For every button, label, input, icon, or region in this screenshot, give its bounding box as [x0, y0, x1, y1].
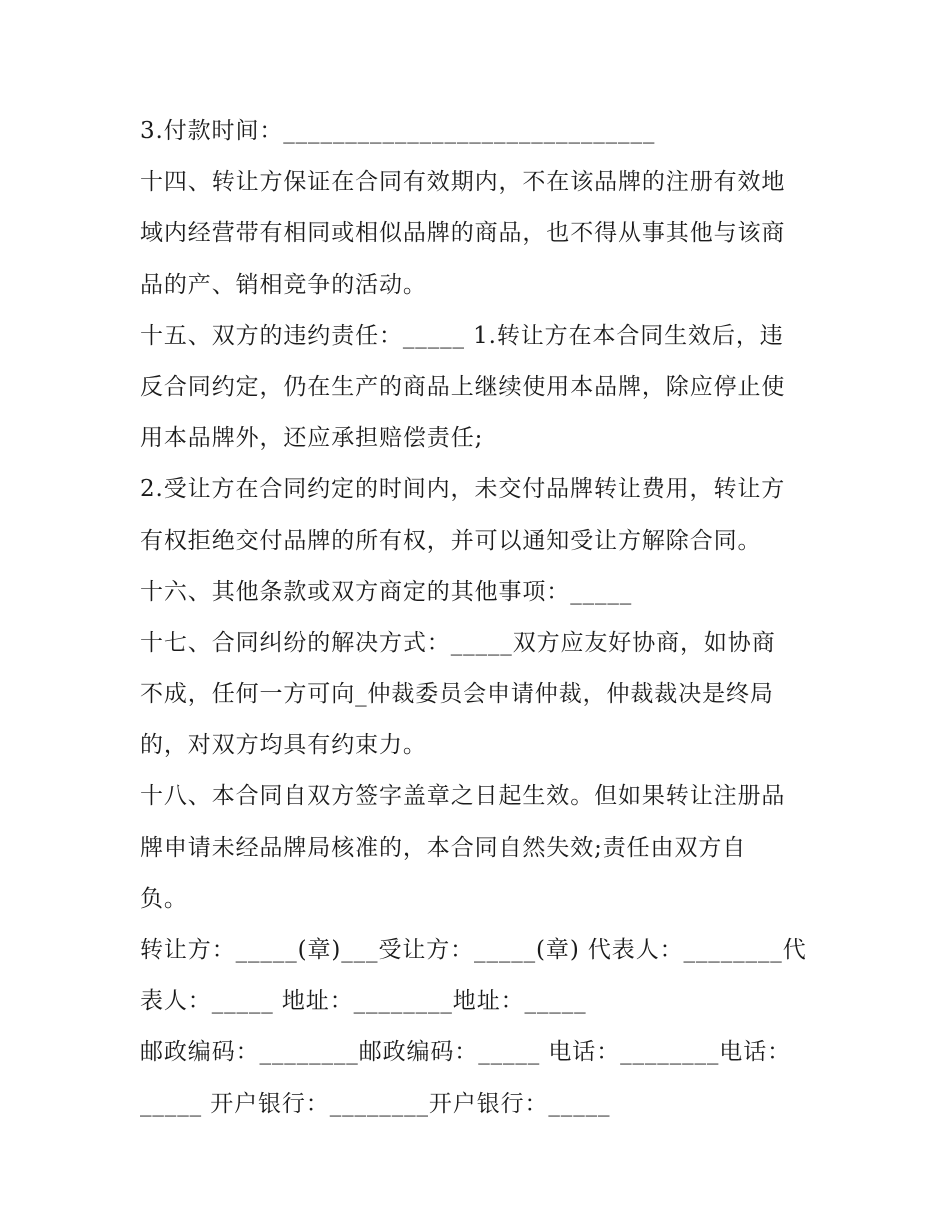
clause-15-line-3: 用本品牌外，还应承担赔偿责任;: [140, 425, 484, 452]
clause-14-line-1: 十四、转让方保证在合同有效期内，不在该品牌的注册有效地: [140, 169, 786, 196]
clause-15-line-1: 十五、双方的违约责任：_____ 1.转让方在本合同生效后，违: [140, 322, 784, 349]
clause-18-line-1: 十八、本合同自双方签字盖章之日起生效。但如果转让注册品: [140, 783, 786, 810]
clause-18-line-2: 牌申请未经品牌局核准的，本合同自然失效;责任由双方自: [140, 834, 747, 861]
clause-17-line-2: 不成，任何一方可向_仲裁委员会申请仲裁，仲裁裁决是终局: [140, 681, 774, 708]
clause-15-item-2-line-1: 2.受让方在合同约定的时间内，未交付品牌转让费用，转让方: [140, 476, 786, 503]
clause-14-line-3: 品的产、销相竞争的活动。: [140, 271, 427, 298]
clause-16-line: 十六、其他条款或双方商定的其他事项：_____: [140, 578, 633, 605]
signature-line-4: _____ 开户银行：________开户银行：_____: [140, 1090, 611, 1117]
clause-14-line-2: 域内经营带有相同或相似品牌的商品，也不得从事其他与该商: [140, 220, 786, 247]
contract-text: [140, 106, 812, 1130]
payment-time-line: 3.付款时间：______________________________: [140, 118, 656, 144]
signature-line-3: 邮政编码：________邮政编码：_____ 电话：________电话：: [140, 1039, 792, 1066]
signature-line-1: 转让方：_____(章)___受让方：_____(章) 代表人：________代: [140, 937, 807, 963]
clause-15-line-2: 反合同约定，仍在生产的商品上继续使用本品牌，除应停止使: [140, 373, 786, 400]
clause-17-line-3: 的，对双方均具有约束力。: [140, 732, 427, 759]
clause-17-line-1: 十七、合同纠纷的解决方式：_____双方应友好协商，如协商: [140, 629, 776, 656]
clause-15-item-2-line-2: 有权拒绝交付品牌的所有权，并可以通知受让方解除合同。: [140, 527, 762, 554]
signature-line-2: 表人：_____ 地址：________地址：_____: [140, 988, 587, 1015]
clause-18-line-3: 负。: [140, 885, 188, 912]
